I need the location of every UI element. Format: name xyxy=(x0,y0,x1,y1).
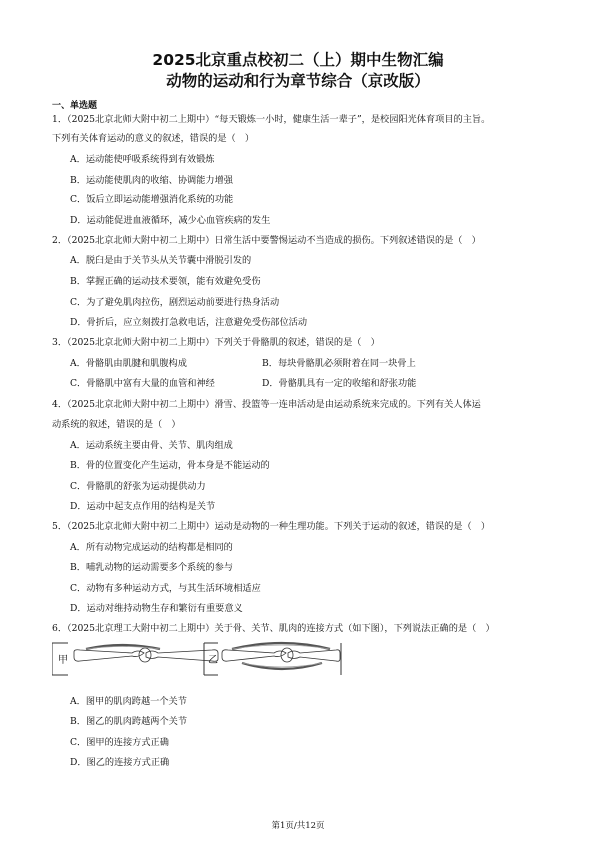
question-2-option-d: D．骨折后，应立刻拨打急救电话，注意避免受伤部位活动 xyxy=(70,317,308,328)
question-3-option-d: D．骨骼肌具有一定的收缩和舒张功能 xyxy=(262,378,417,389)
page-footer: 第1页/共12页 xyxy=(271,821,325,831)
question-5-stem: 5．（2025北京北师大附中初二上期中）运动是动物的一种生理功能。下列关于运动的叙述，错误的是（ ） xyxy=(52,521,491,532)
question-1-option-d: D．运动能促进血液循环，减少心血管疾病的发生 xyxy=(70,215,271,226)
question-2-stem: 2．（2025北京北师大附中初二上期中）日常生活中要警惕运动不当造成的损伤。下列叙述错误的是（ ） xyxy=(52,235,481,246)
question-4-stem-cont: 动系统的叙述，错误的是（ ） xyxy=(52,419,181,430)
question-2-option-a: A．脱臼是由于关节头从关节囊中滑脱引发的 xyxy=(70,255,252,266)
question-6-option-d: D．图乙的连接方式正确 xyxy=(70,757,170,768)
question-6-option-b: B．图乙的肌肉跨越两个关节 xyxy=(70,716,188,727)
question-1-stem-cont: 下列有关体育运动的意义的叙述，错误的是（ ） xyxy=(52,133,255,144)
question-5-option-c: C．动物有多种运动方式，与其生活环境相适应 xyxy=(70,583,261,594)
question-6-option-c: C．图甲的连接方式正确 xyxy=(70,737,169,748)
question-3-option-c: C．骨骼肌中富有大量的血管和神经 xyxy=(70,378,215,389)
question-4-option-b: B．骨的位置变化产生运动，骨本身是不能运动的 xyxy=(70,460,270,471)
question-2-option-c: C．为了避免肌肉拉伤，剧烈运动前要进行热身活动 xyxy=(70,297,280,308)
section-heading: 一、单选题 xyxy=(52,101,98,111)
bone-joint-muscle-figure xyxy=(52,637,342,679)
figure-jia-label: 甲 xyxy=(58,655,68,666)
question-5-option-b: B．哺乳动物的运动需要多个系统的参与 xyxy=(70,562,233,573)
question-4-stem: 4．（2025北京北师大附中初二上期中）滑雪、投篮等一连串活动是由运动系统来完成的。下列有关人体运 xyxy=(52,399,481,410)
question-1-option-b: B．运动能使肌肉的收缩、协调能力增强 xyxy=(70,175,233,186)
question-3-option-a: A．骨骼肌由肌腱和肌腹构成 xyxy=(70,358,187,369)
question-4-option-d: D．运动中起支点作用的结构是关节 xyxy=(70,501,216,512)
question-4-option-a: A．运动系统主要由骨、关节、肌肉组成 xyxy=(70,440,233,451)
question-2-option-b: B．掌握正确的运动技术要领，能有效避免受伤 xyxy=(70,276,261,287)
page-title: 2025北京重点校初二（上）期中生物汇编 xyxy=(152,51,444,69)
question-3-stem: 3．（2025北京北师大附中初二上期中）下列关于骨骼肌的叙述，错误的是（ ） xyxy=(52,337,380,348)
question-4-option-c: C．骨骼肌的舒张为运动提供动力 xyxy=(70,481,206,492)
figure-jia xyxy=(52,643,218,675)
question-6-stem: 6．（2025北京理工大附中初二上期中）关于骨、关节、肌肉的连接方式（如下图），下列说法正确的是（ ） xyxy=(52,623,495,634)
figure-yi xyxy=(204,643,341,675)
question-5-option-d: D．运动对维持动物生存和繁衍有重要意义 xyxy=(70,603,243,614)
question-5-option-a: A．所有动物完成运动的结构都是相同的 xyxy=(70,542,233,553)
page-subtitle: 动物的运动和行为章节综合（京改版） xyxy=(166,72,430,90)
question-1-stem: 1．（2025北京北师大附中初二上期中）“每天锻炼一小时，健康生活一辈子”，是校园阳光体育项目的主旨。 xyxy=(52,114,491,125)
question-6-option-a: A．图甲的肌肉跨越一个关节 xyxy=(70,696,187,707)
question-1-option-c: C．饭后立即运动能增强消化系统的功能 xyxy=(70,194,234,205)
question-3-option-b: B．每块骨骼肌必须附着在同一块骨上 xyxy=(262,358,416,369)
figure-yi-label: 乙 xyxy=(208,655,218,666)
question-1-option-a: A．运动能使呼吸系统得到有效锻炼 xyxy=(70,154,215,165)
